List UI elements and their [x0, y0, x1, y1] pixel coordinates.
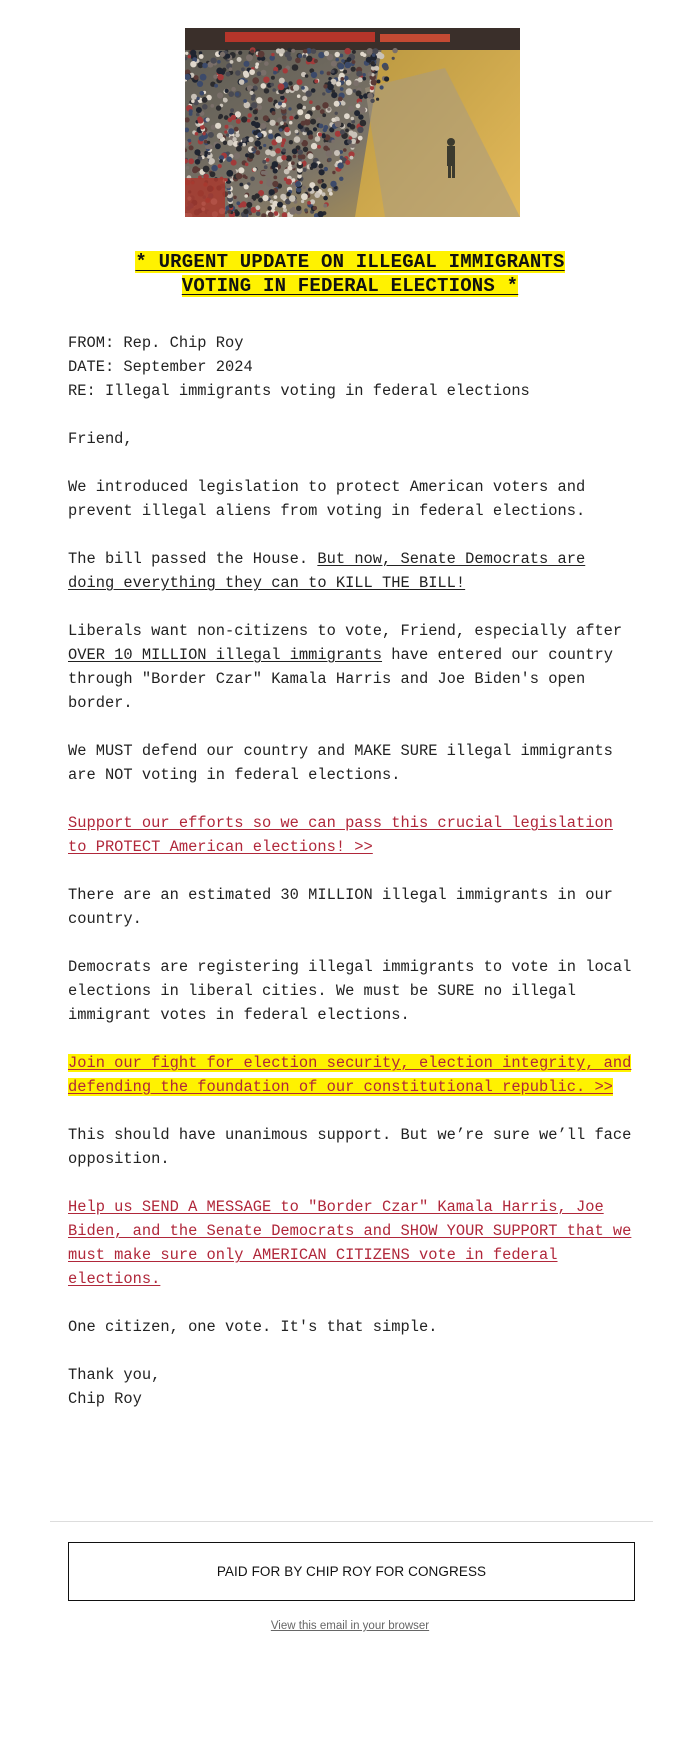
- headline: [60, 250, 640, 298]
- join-fight-link[interactable]: Join our fight for election security, election integrity, and defending the foundation of our constitutional republic. >>: [68, 1054, 632, 1096]
- paragraph-legislation: We introduced legislation to protect American voters and prevent illegal aliens from voting in federal elections.: [68, 478, 586, 520]
- liberals-text-b: have entered our country through "Border Czar" Kamala Harris and Joe Biden's open border.: [68, 646, 613, 712]
- soldier-figure: [447, 138, 455, 178]
- paragraph-liberals: [68, 619, 638, 715]
- paid-for-disclaimer: [68, 1542, 635, 1601]
- paragraph-link-support: [68, 811, 638, 859]
- paragraph-bill-passed: [68, 547, 638, 595]
- liberals-text-a: Liberals want non-citizens to vote, Friend, especially after: [68, 622, 623, 640]
- hero-image: [185, 28, 520, 217]
- salutation: Friend,: [68, 430, 133, 448]
- paid-for-text: PAID FOR BY CHIP ROY FOR CONGRESS: [216, 1564, 487, 1579]
- support-efforts-link[interactable]: Support our efforts so we can pass this crucial legislation to PROTECT American elections! >>: [68, 814, 613, 856]
- memo-header: [68, 331, 638, 403]
- ten-million-text: OVER 10 MILLION illegal immigrants: [68, 646, 383, 664]
- paragraph-estimate: There are an estimated 30 MILLION illegal immigrants in our country.: [68, 886, 613, 928]
- memo-date: DATE: September 2024: [68, 358, 253, 376]
- memo-re: RE: Illegal immigrants voting in federal elections: [68, 382, 530, 400]
- view-in-browser-link[interactable]: View this email in your browser: [270, 1620, 430, 1632]
- signature-block: [68, 1363, 638, 1411]
- signature: Chip Roy: [68, 1390, 142, 1408]
- paragraph-one-vote: One citizen, one vote. It's that simple.: [68, 1318, 438, 1336]
- headline-line-2: VOTING IN FEDERAL ELECTIONS *: [181, 275, 519, 297]
- paragraph-defend: We MUST defend our country and MAKE SURE illegal immigrants are NOT voting in federal elections.: [68, 742, 613, 784]
- footer-divider: [50, 1521, 653, 1522]
- memo-from: FROM: Rep. Chip Roy: [68, 334, 244, 352]
- bill-passed-text: The bill passed the House.: [68, 550, 318, 568]
- paragraph-link-join: [68, 1051, 638, 1099]
- signoff: Thank you,: [68, 1366, 161, 1384]
- paragraph-support: This should have unanimous support. But we’re sure we’ll face opposition.: [68, 1126, 632, 1168]
- send-message-link[interactable]: Help us SEND A MESSAGE to "Border Czar" Kamala Harris, Joe Biden, and the Senate Democrats and SHOW YOUR SUPPORT that we must make sure only AMERICAN CITIZENS vote in federal elections.: [68, 1198, 632, 1288]
- kill-the-bill-text: But now, Senate Democrats are doing everything they can to KILL THE BILL!: [68, 550, 586, 592]
- email-body: [68, 331, 638, 1411]
- paragraph-link-message: [68, 1195, 638, 1291]
- crowd-photo: [185, 28, 520, 217]
- paragraph-registering: Democrats are registering illegal immigrants to vote in local elections in liberal cities. We must be SURE no illegal immigrant votes in federal elections.: [68, 958, 632, 1024]
- headline-line-1: * URGENT UPDATE ON ILLEGAL IMMIGRANTS: [135, 251, 565, 273]
